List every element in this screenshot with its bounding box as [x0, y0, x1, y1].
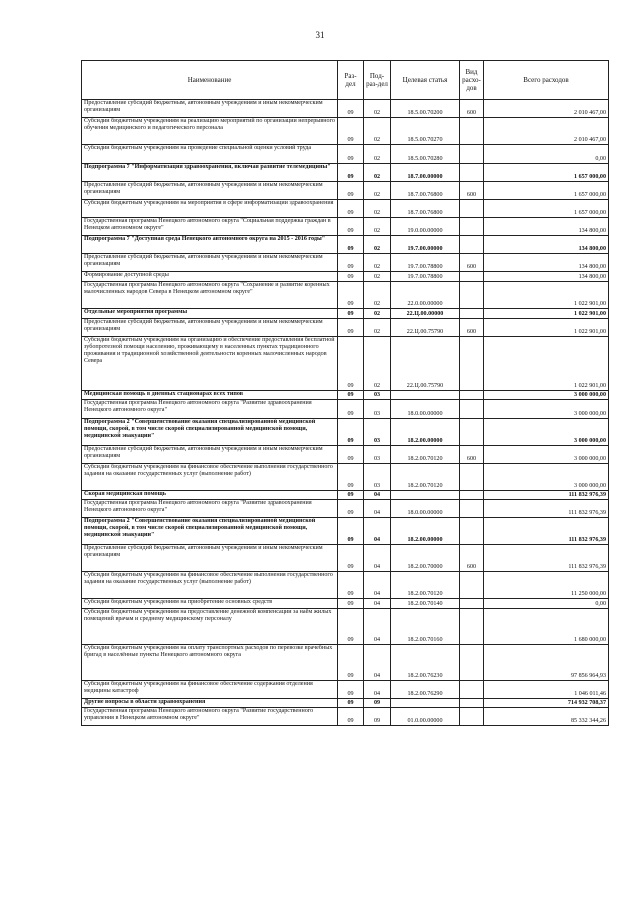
table-row	[82, 699, 609, 708]
row-total: 1 657 000,00	[484, 182, 609, 200]
row-name: Субсидии бюджетным учреждениям на предоставление денежной компенсации за наём жилых помещений врачам и среднему медицинскому персоналу	[82, 609, 338, 645]
row-razdel: 09	[338, 236, 364, 254]
table-row	[82, 254, 609, 272]
row-expense-type	[460, 518, 484, 545]
page-number: 31	[315, 30, 325, 40]
row-target-article: 22.0.00.00000	[391, 282, 460, 309]
expenditure-table	[81, 60, 609, 726]
row-name: Медицинская помощь в дневных стационарах всех типов	[82, 391, 338, 400]
row-total: 2 010 467,00	[484, 100, 609, 118]
row-podrazdel: 04	[364, 681, 391, 699]
row-target-article: 19.7.00.78800	[391, 254, 460, 272]
row-expense-type	[460, 164, 484, 182]
row-name: Отдельные мероприятия программы	[82, 309, 338, 319]
row-razdel: 09	[338, 400, 364, 419]
row-target-article: 19.7.00.78800	[391, 272, 460, 282]
row-podrazdel: 03	[364, 391, 391, 400]
row-razdel: 09	[338, 182, 364, 200]
row-name: Предоставление субсидий бюджетным, автономным учреждениям и иным некоммерческим организациям	[82, 545, 338, 572]
row-expense-type	[460, 282, 484, 309]
table-row	[82, 500, 609, 518]
row-razdel: 09	[338, 337, 364, 391]
row-razdel: 09	[338, 681, 364, 699]
row-expense-type	[460, 699, 484, 708]
row-expense-type	[460, 200, 484, 218]
row-expense-type	[460, 218, 484, 236]
row-name: Предоставление субсидий бюджетным, автономным учреждениям и иным некоммерческим организациям	[82, 319, 338, 337]
row-razdel: 09	[338, 464, 364, 491]
row-expense-type	[460, 118, 484, 145]
row-podrazdel: 03	[364, 400, 391, 419]
row-expense-type	[460, 236, 484, 254]
row-name: Государственная программа Ненецкого автономного округа "Социальная поддержка граждан в Ненецком автономном округе"	[82, 218, 338, 236]
row-podrazdel: 02	[364, 100, 391, 118]
table-row	[82, 391, 609, 400]
row-podrazdel: 02	[364, 218, 391, 236]
row-expense-type: 600	[460, 254, 484, 272]
row-razdel: 09	[338, 446, 364, 464]
row-total: 3 000 000,00	[484, 400, 609, 419]
row-total: 1 022 901,00	[484, 319, 609, 337]
row-target-article: 18.7.00.76800	[391, 200, 460, 218]
table-row	[82, 464, 609, 491]
row-name: Подпрограмма 7 "Информатизация здравоохранения, включая развитие телемедицины"	[82, 164, 338, 182]
row-target-article: 18.2.00.00000	[391, 518, 460, 545]
row-name: Государственная программа Ненецкого автономного округа "Сохранение и развитие коренных малочисленных народов Севера в Ненецком автономном округе"	[82, 282, 338, 309]
table-row	[82, 319, 609, 337]
row-target-article: 18.0.00.00000	[391, 500, 460, 518]
row-target-article: 18.5.00.70270	[391, 118, 460, 145]
row-target-article: 18.7.00.00000	[391, 164, 460, 182]
row-expense-type	[460, 391, 484, 400]
row-expense-type	[460, 681, 484, 699]
row-total: 97 856 964,93	[484, 645, 609, 681]
row-podrazdel: 02	[364, 145, 391, 164]
row-podrazdel: 02	[364, 309, 391, 319]
row-total: 3 000 000,00	[484, 419, 609, 446]
row-razdel: 09	[338, 118, 364, 145]
row-total: 111 832 976,39	[484, 518, 609, 545]
row-podrazdel: 03	[364, 419, 391, 446]
row-podrazdel: 02	[364, 337, 391, 391]
row-total: 2 010 467,00	[484, 118, 609, 145]
row-razdel: 09	[338, 254, 364, 272]
row-name: Формирование доступной среды	[82, 272, 338, 282]
table-row	[82, 491, 609, 500]
row-podrazdel: 02	[364, 282, 391, 309]
table-row	[82, 400, 609, 419]
row-name: Субсидии бюджетным учреждениям на финансовое обеспечение выполнения государственного задания на оказание государственных услуг (выполнение работ)	[82, 572, 338, 599]
row-total: 1 046 011,46	[484, 681, 609, 699]
header-name: Наименование	[82, 61, 338, 100]
row-name: Субсидии бюджетным учреждениям на организацию и обеспечение предоставления бесплатной зубопротезной помощи населению, проживающему в населенных пунктах традиционного проживания и традиционной хозяйственной деятельности коренных малочисленных народов Севера	[82, 337, 338, 391]
row-target-article: 18.2.00.70120	[391, 464, 460, 491]
row-razdel: 09	[338, 272, 364, 282]
table-row	[82, 182, 609, 200]
table-row	[82, 609, 609, 645]
row-podrazdel: 04	[364, 518, 391, 545]
table-row	[82, 218, 609, 236]
row-name: Субсидии бюджетным учреждениям на финансовое обеспечение содержания отделения медицины катастроф	[82, 681, 338, 699]
row-podrazdel: 09	[364, 708, 391, 726]
row-total: 1 657 000,00	[484, 200, 609, 218]
row-podrazdel: 04	[364, 609, 391, 645]
row-razdel: 09	[338, 419, 364, 446]
row-razdel: 09	[338, 500, 364, 518]
row-podrazdel: 02	[364, 182, 391, 200]
row-razdel: 09	[338, 545, 364, 572]
row-razdel: 09	[338, 491, 364, 500]
row-target-article	[391, 391, 460, 400]
row-name: Субсидии бюджетным учреждениям на оплату транспортных расходов по перевозке врачебных бригад в населённые пункты Ненецкого автономного округа	[82, 645, 338, 681]
row-total: 134 800,00	[484, 272, 609, 282]
table-row	[82, 572, 609, 599]
row-razdel: 09	[338, 319, 364, 337]
row-total: 3 000 000,00	[484, 391, 609, 400]
row-total: 1 022 901,00	[484, 282, 609, 309]
row-total: 111 832 976,39	[484, 545, 609, 572]
row-expense-type: 600	[460, 100, 484, 118]
row-podrazdel: 04	[364, 491, 391, 500]
row-name: Предоставление субсидий бюджетным, автономным учреждениям и иным некоммерческим организациям	[82, 254, 338, 272]
table-row	[82, 200, 609, 218]
row-name: Государственная программа Ненецкого автономного округа "Развитие здравоохранения Ненецкого автономного округа"	[82, 500, 338, 518]
table-row	[82, 282, 609, 309]
row-podrazdel: 09	[364, 699, 391, 708]
header-target-article: Целевая статья	[391, 61, 460, 100]
row-target-article: 22.Ц.00.75790	[391, 319, 460, 337]
table-row	[82, 645, 609, 681]
row-expense-type	[460, 464, 484, 491]
row-target-article: 18.2.00.76290	[391, 681, 460, 699]
row-expense-type: 600	[460, 446, 484, 464]
row-name: Другие вопросы в области здравоохранения	[82, 699, 338, 708]
table-row	[82, 337, 609, 391]
header-total: Всего расходов	[484, 61, 609, 100]
table-row	[82, 419, 609, 446]
row-expense-type	[460, 500, 484, 518]
table-row	[82, 236, 609, 254]
table-header-row	[82, 61, 609, 100]
row-name: Субсидии бюджетным учреждениям на финансовое обеспечение выполнения государственного задания на оказание государственных услуг (выполнение работ)	[82, 464, 338, 491]
row-razdel: 09	[338, 708, 364, 726]
table-row	[82, 272, 609, 282]
table-row	[82, 599, 609, 609]
row-total: 134 800,00	[484, 236, 609, 254]
row-target-article: 18.2.00.70140	[391, 599, 460, 609]
row-razdel: 09	[338, 645, 364, 681]
header-expense-type: Вид расхо-дов	[460, 61, 484, 100]
row-expense-type: 600	[460, 545, 484, 572]
row-total: 714 932 708,37	[484, 699, 609, 708]
row-podrazdel: 02	[364, 236, 391, 254]
row-target-article: 18.0.00.00000	[391, 400, 460, 419]
row-target-article: 19.7.00.00000	[391, 236, 460, 254]
row-podrazdel: 02	[364, 254, 391, 272]
row-target-article: 22.Ц.00.00000	[391, 309, 460, 319]
row-name: Субсидии бюджетным учреждениям на проведение специальной оценки условий труда	[82, 145, 338, 164]
row-name: Субсидии бюджетным учреждениям на приобретение основных средств	[82, 599, 338, 609]
row-target-article: 18.2.00.70000	[391, 545, 460, 572]
row-podrazdel: 02	[364, 164, 391, 182]
row-expense-type	[460, 309, 484, 319]
row-podrazdel: 02	[364, 272, 391, 282]
row-podrazdel: 02	[364, 200, 391, 218]
row-razdel: 09	[338, 309, 364, 319]
header-razdel: Раз-дел	[338, 61, 364, 100]
row-target-article: 19.0.00.00000	[391, 218, 460, 236]
row-total: 134 800,00	[484, 218, 609, 236]
row-total: 11 250 000,00	[484, 572, 609, 599]
row-target-article: 01.0.00.00000	[391, 708, 460, 726]
row-total: 111 832 976,39	[484, 491, 609, 500]
row-target-article: 18.2.00.00000	[391, 419, 460, 446]
row-razdel: 09	[338, 599, 364, 609]
row-name: Подпрограмма 7 "Доступная среда Ненецкого автономного округа на 2015 - 2016 годы"	[82, 236, 338, 254]
row-total: 1 022 901,00	[484, 337, 609, 391]
row-name: Предоставление субсидий бюджетным, автономным учреждениям и иным некоммерческим организациям	[82, 446, 338, 464]
table-body	[82, 100, 609, 726]
row-name: Государственная программа Ненецкого автономного округа "Развитие здравоохранения Ненецкого автономного округа"	[82, 400, 338, 419]
table-row	[82, 446, 609, 464]
row-expense-type	[460, 337, 484, 391]
row-podrazdel: 03	[364, 464, 391, 491]
row-total: 85 332 344,26	[484, 708, 609, 726]
row-target-article: 18.7.00.76800	[391, 182, 460, 200]
row-name: Субсидии бюджетным учреждениям на реализацию мероприятий по организации непрерывного обучения медицинского и педагогического персонала	[82, 118, 338, 145]
table-row	[82, 100, 609, 118]
row-expense-type	[460, 645, 484, 681]
row-total: 3 000 000,00	[484, 464, 609, 491]
row-total: 0,00	[484, 599, 609, 609]
row-razdel: 09	[338, 699, 364, 708]
row-expense-type	[460, 145, 484, 164]
row-total: 1 657 000,00	[484, 164, 609, 182]
row-name: Предоставление субсидий бюджетным, автономным учреждениям и иным некоммерческим организациям	[82, 100, 338, 118]
row-target-article: 18.2.00.70120	[391, 446, 460, 464]
row-total: 1 022 901,00	[484, 309, 609, 319]
row-name: Подпрограмма 2 "Совершенствование оказания специализированной медицинской помощи, скорой, в том числе скорой специализированной медицинской помощи, медицинской эвакуации"	[82, 518, 338, 545]
table-row	[82, 545, 609, 572]
row-target-article: 18.5.00.70200	[391, 100, 460, 118]
row-razdel: 09	[338, 145, 364, 164]
row-podrazdel: 04	[364, 645, 391, 681]
row-razdel: 09	[338, 518, 364, 545]
row-expense-type	[460, 400, 484, 419]
row-total: 3 000 000,00	[484, 446, 609, 464]
row-razdel: 09	[338, 282, 364, 309]
row-target-article: 18.2.00.70160	[391, 609, 460, 645]
row-podrazdel: 02	[364, 118, 391, 145]
row-target-article	[391, 699, 460, 708]
row-expense-type	[460, 272, 484, 282]
row-expense-type	[460, 708, 484, 726]
row-razdel: 09	[338, 200, 364, 218]
table-row	[82, 145, 609, 164]
row-razdel: 09	[338, 218, 364, 236]
row-expense-type	[460, 491, 484, 500]
row-podrazdel: 03	[364, 446, 391, 464]
row-target-article: 22.Ц.00.75790	[391, 337, 460, 391]
row-podrazdel: 04	[364, 545, 391, 572]
row-expense-type	[460, 599, 484, 609]
row-podrazdel: 04	[364, 599, 391, 609]
table-row	[82, 309, 609, 319]
row-expense-type	[460, 419, 484, 446]
table-row	[82, 164, 609, 182]
row-name: Предоставление субсидий бюджетным, автономным учреждениям и иным некоммерческим организациям	[82, 182, 338, 200]
row-target-article: 18.5.00.70280	[391, 145, 460, 164]
row-expense-type: 600	[460, 182, 484, 200]
row-expense-type	[460, 609, 484, 645]
row-target-article	[391, 491, 460, 500]
row-razdel: 09	[338, 100, 364, 118]
row-name: Государственная программа Ненецкого автономного округа "Развитие государственного управления в Ненецком автономном округе"	[82, 708, 338, 726]
table-row	[82, 681, 609, 699]
row-expense-type: 600	[460, 319, 484, 337]
row-podrazdel: 04	[364, 500, 391, 518]
row-razdel: 09	[338, 609, 364, 645]
row-expense-type	[460, 572, 484, 599]
row-target-article: 18.2.00.70120	[391, 572, 460, 599]
row-total: 134 800,00	[484, 254, 609, 272]
row-total: 1 680 000,00	[484, 609, 609, 645]
row-target-article: 18.2.00.76230	[391, 645, 460, 681]
table-row	[82, 118, 609, 145]
row-razdel: 09	[338, 572, 364, 599]
row-razdel: 09	[338, 164, 364, 182]
row-name: Субсидии бюджетным учреждениям на мероприятия в сфере информатизации здравоохранения	[82, 200, 338, 218]
row-razdel: 09	[338, 391, 364, 400]
row-name: Подпрограмма 2 "Совершенствование оказания специализированной медицинской помощи, скорой, в том числе скорой специализированной медицинской помощи, медицинской эвакуации"	[82, 419, 338, 446]
table-row	[82, 708, 609, 726]
row-total: 0,00	[484, 145, 609, 164]
row-podrazdel: 02	[364, 319, 391, 337]
row-name: Скорая медицинская помощь	[82, 491, 338, 500]
header-podrazdel: Под-раз-дел	[364, 61, 391, 100]
row-total: 111 832 976,39	[484, 500, 609, 518]
table-row	[82, 518, 609, 545]
row-podrazdel: 04	[364, 572, 391, 599]
